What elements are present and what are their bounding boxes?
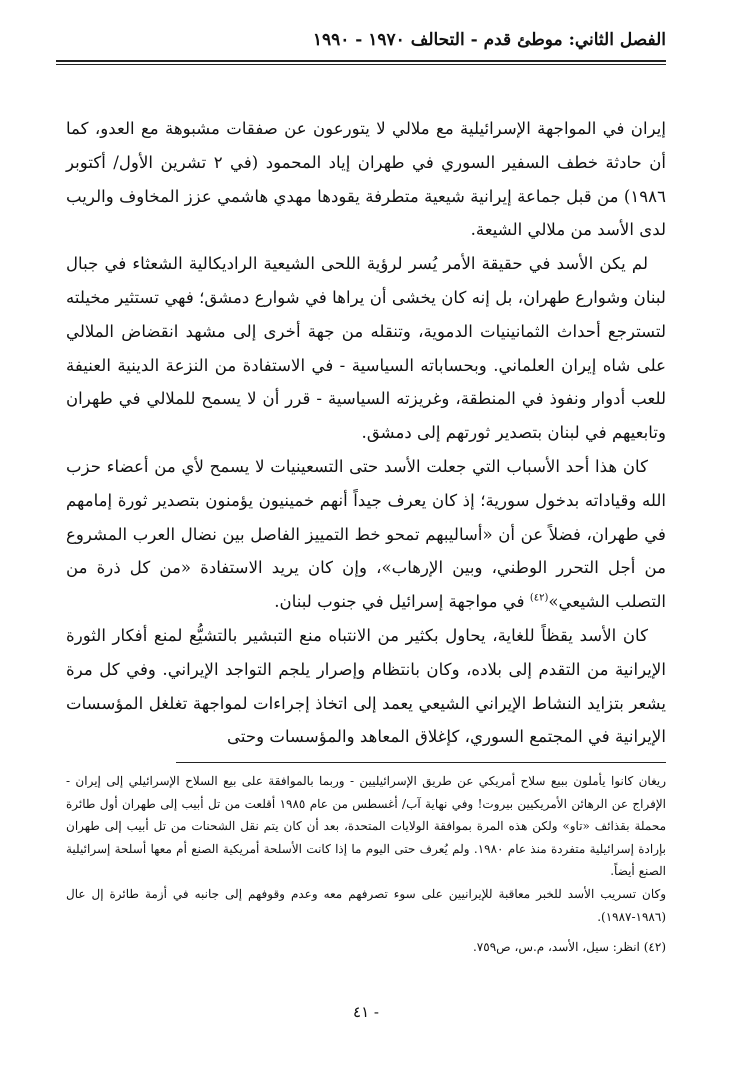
- footnotes: [66, 770, 666, 959]
- footnote-42-text: انظر: سيل، الأسد، م.س، ص٧٥٩.: [472, 940, 640, 955]
- paragraph-2: لم يكن الأسد في حقيقة الأمر يُسر لرؤية اللحى الشيعية الراديكالية الشعثاء في جبال لبنان وشوارع طهران، بل إنه كان يخشى أن يراها في شوارع دمشق؛ فهي تستثير مخيلته لتسترجع أحداث الثمانينيات الدموية، وتنقله من جهة أخرى إلى مشهد انقضاض الملالي على شاه إيران العلماني. وبحساباته السياسية - في الاستفادة من النزعة الدينية العنيفة للعب أدوار ونفوذ في المنطقة، وغريزته السياسية - قرر أن لا يسمح للملالي في طهران وتابعيهم في لبنان بتصدير ثورتهم إلى دمشق.: [66, 254, 666, 443]
- footnote-42-number: (٤٢): [643, 940, 666, 955]
- footnote-ref-42[interactable]: (٤٢): [529, 592, 549, 604]
- paragraph-3: [66, 450, 666, 619]
- footnote-continuation-2: وكان تسريب الأسد للخبر معاقبة للإيرانيين على سوء تصرفهم معه وعدم وقوفهم إلى جانبه في أزمة طائرة إل عال (١٩٨٦-١٩٨٧).: [66, 886, 666, 924]
- page-number: - ٤١: [353, 1003, 379, 1021]
- paragraph-1: إيران في المواجهة الإسرائيلية مع ملالي لا يتورعون عن صفقات مشبوهة مع العدو، كما أن حادثة خطف السفير السوري في طهران إياد المحمود (في ٢ تشرين الأول/ أكتوبر ١٩٨٦) من قبل جماعة إيرانية شيعية متطرفة يقودها مهدي هاشمي عزز المخاوف والريب لدى الأسد من ملالي الشيعة.: [66, 119, 667, 240]
- running-header: الفصل الثاني: موطئ قدم - التحالف ١٩٧٠ - ١٩٩٠: [312, 30, 666, 50]
- body-text: [66, 112, 666, 754]
- footnote-continuation: ريغان كانوا يأملون ببيع سلاح أمريكي عن طريق الإسرائيليين - وربما بالموافقة على بيع السلاح الإسرائيلي إلى إيران - الإفراج عن الرهائن الأمريكيين بيروت! وفي نهاية آب/ أغسطس من عام ١٩٨٥ أقلعت من تل أبيب إلى طهران أول طائرة محملة بقذائف «تاو» ولكن هذه المرة بموافقة الولايات المتحدة، بعد أن كان يتم نقل الشحنات من تل أبيب إلى طهران بإرادة إسرائيلية متفردة منذ عام ١٩٨٠. ولم يُعرف حتى اليوم ما إذا كانت الأسلحة أمريكية الصنع أم معها أسلحة إسرائيلية الصنع أيضاً.: [66, 774, 666, 879]
- header-rule: [56, 60, 666, 65]
- footnote-rule: [176, 762, 666, 763]
- paragraph-3-text: كان هذا أحد الأسباب التي جعلت الأسد حتى التسعينيات لا يسمح لأي من أعضاء حزب الله وقياداته بدخول سورية؛ إذ كان يعرف جيداً أنهم خمينيون يؤمنون بتصدير ثورة إمامهم في طهران، فضلاً عن أن «أساليبهم تمحو خط التمييز الفاصل بين نضال العرب المشروع من أجل التحرر الوطني، وبين الإرهاب»، وإن كان يريد الاستفادة «من كل ذرة من التصلب الشيعي»: [66, 456, 666, 612]
- paragraph-4: كان الأسد يقظاً للغاية، يحاول بكثير من الانتباه منع التبشير بالتشيُّع لمنع أفكار الثورة الإيرانية من التقدم إلى بلاده، وكان بانتظام وإصرار يلجم التواجد الإيراني. وفي كل مرة يشعر بتزايد النشاط الإيراني الشيعي يعمد إلى اتخاذ إجراءات لمواجهة تغلغل المؤسسات الإيرانية في المجتمع السوري، كإغلاق المعاهد والمؤسسات وحتى: [66, 625, 666, 747]
- footnote-42: [66, 936, 666, 959]
- paragraph-3-end: في مواجهة إسرائيل في جنوب لبنان.: [274, 592, 530, 612]
